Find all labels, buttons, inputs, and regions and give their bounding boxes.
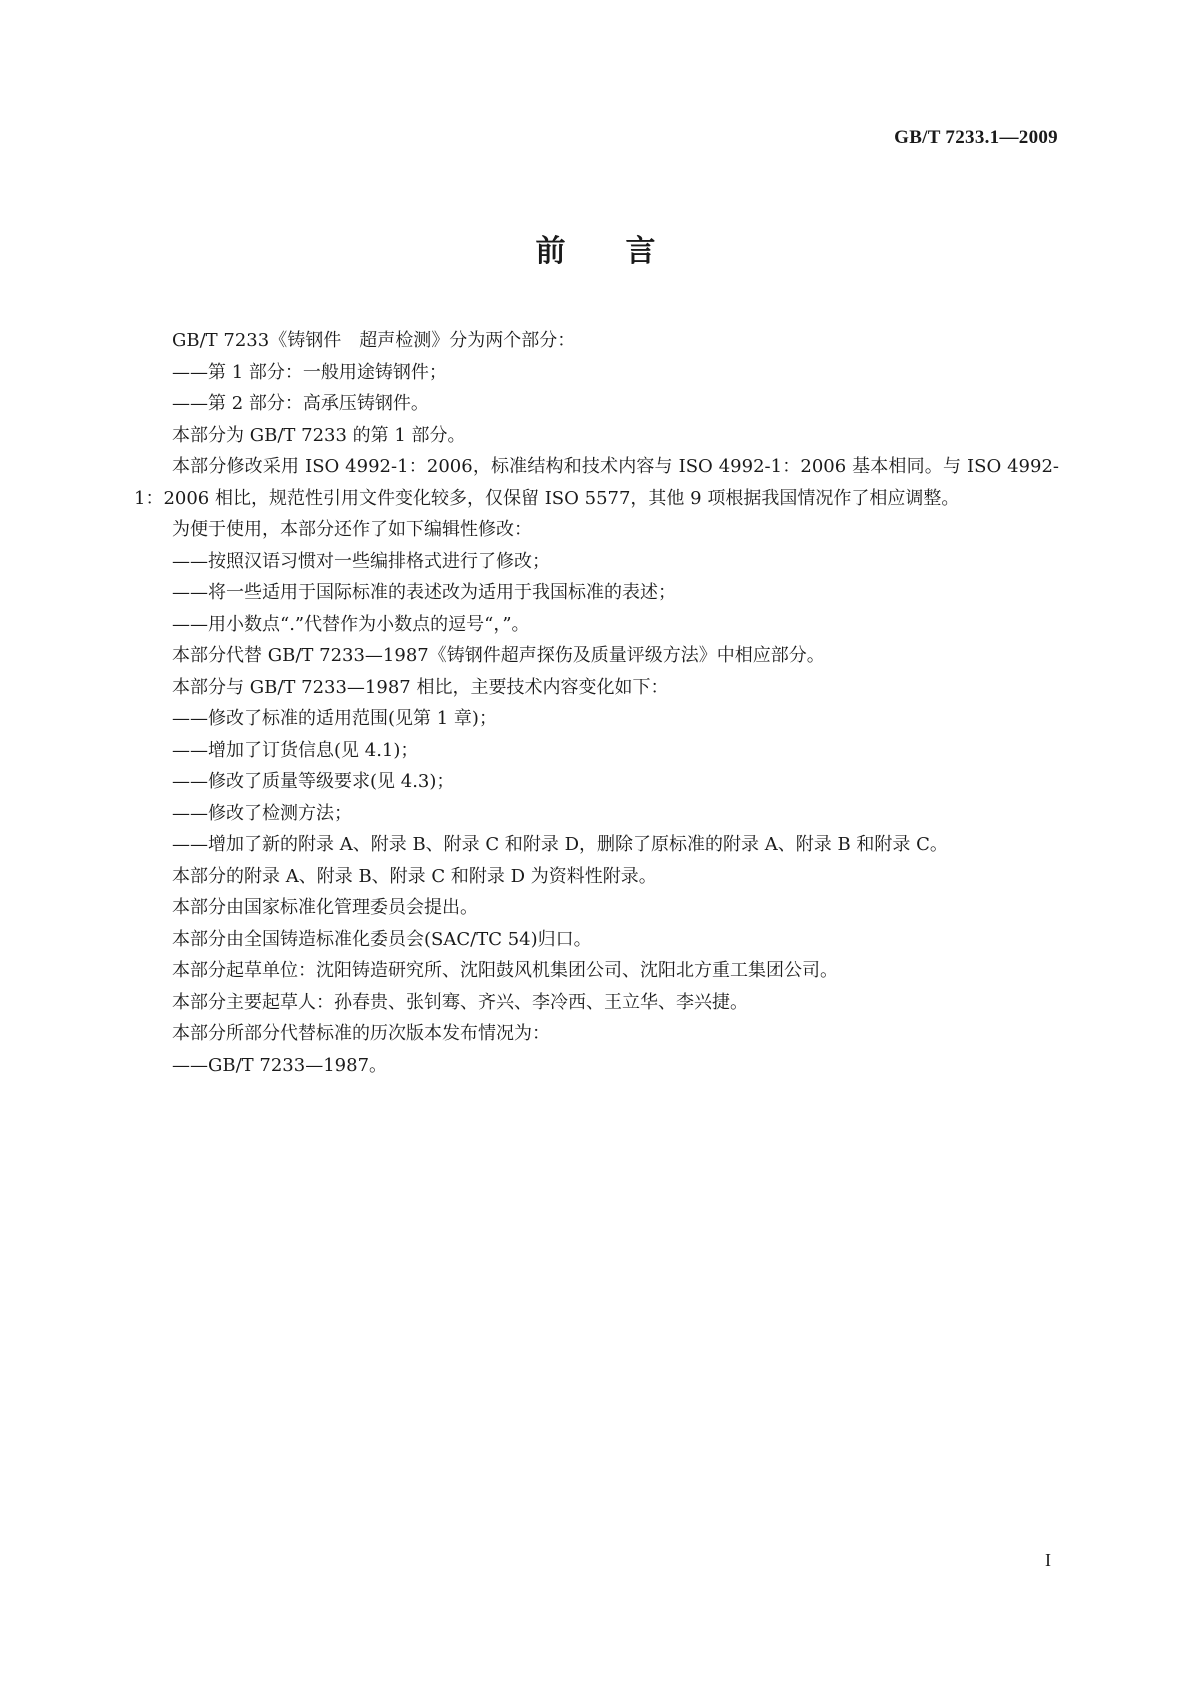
list-item: ——按照汉语习惯对一些编排格式进行了修改； (172, 550, 550, 572)
paragraph: 本部分起草单位：沈阳铸造研究所、沈阳鼓风机集团公司、沈阳北方重工集团公司。 (172, 960, 838, 981)
list-item: ——第 2 部分：高承压铸钢件。 (172, 393, 429, 414)
paragraph: 本部分主要起草人：孙春贵、张钊骞、齐兴、李冷西、王立华、李兴捷。 (172, 991, 748, 1013)
paragraph: 为便于使用，本部分还作了如下编辑性修改： (172, 519, 532, 540)
foreword-body (134, 325, 1059, 1081)
paragraph: 本部分由全国铸造标准化委员会(SAC/TC 54)归口。 (172, 928, 592, 950)
paragraph: 本部分与 GB/T 7233—1987 相比，主要技术内容变化如下： (172, 676, 669, 698)
paragraph: 本部分由国家标准化管理委员会提出。 (172, 897, 478, 918)
page-title: 前 言 (535, 234, 656, 269)
paragraph: GB/T 7233《铸钢件 超声检测》分为两个部分： (172, 330, 576, 351)
paragraph: 本部分的附录 A、附录 B、附录 C 和附录 D 为资料性附录。 (172, 865, 657, 887)
list-item: ——修改了质量等级要求(见 4.3)； (172, 771, 455, 792)
list-item: ——第 1 部分：一般用途铸钢件； (172, 361, 447, 383)
paragraph: 本部分所部分代替标准的历次版本发布情况为： (172, 1023, 550, 1044)
list-item: ——修改了检测方法； (172, 802, 352, 824)
paragraph: 本部分为 GB/T 7233 的第 1 部分。 (172, 424, 466, 446)
list-item: ——增加了新的附录 A、附录 B、附录 C 和附录 D，删除了原标准的附录 A、附录 B 和附录 C。 (172, 834, 948, 855)
list-item: ——用小数点“.”代替作为小数点的逗号“，”。 (172, 613, 530, 635)
list-item: ——修改了标准的适用范围(见第 1 章)； (172, 708, 497, 729)
paragraph: 本部分代替 GB/T 7233—1987《铸钢件超声探伤及质量评级方法》中相应部分。 (172, 645, 825, 666)
list-item: ——将一些适用于国际标准的表述改为适用于我国标准的表述； (172, 582, 676, 603)
list-item: ——GB/T 7233—1987。 (172, 1054, 388, 1076)
page-number: I (1045, 1550, 1051, 1570)
standard-number: GB/T 7233.1—2009 (894, 127, 1058, 148)
paragraph: 本部分修改采用 ISO 4992-1：2006，标准结构和技术内容与 ISO 4992-1：2006 基本相同。与 ISO 4992-1：2006 相比，规范性引用文件变化较多，仅保留 ISO 5577，其他 9 项根据我国情况作了相应调整。 (134, 456, 1059, 509)
list-item: ——增加了订货信息(见 4.1)； (172, 739, 419, 761)
